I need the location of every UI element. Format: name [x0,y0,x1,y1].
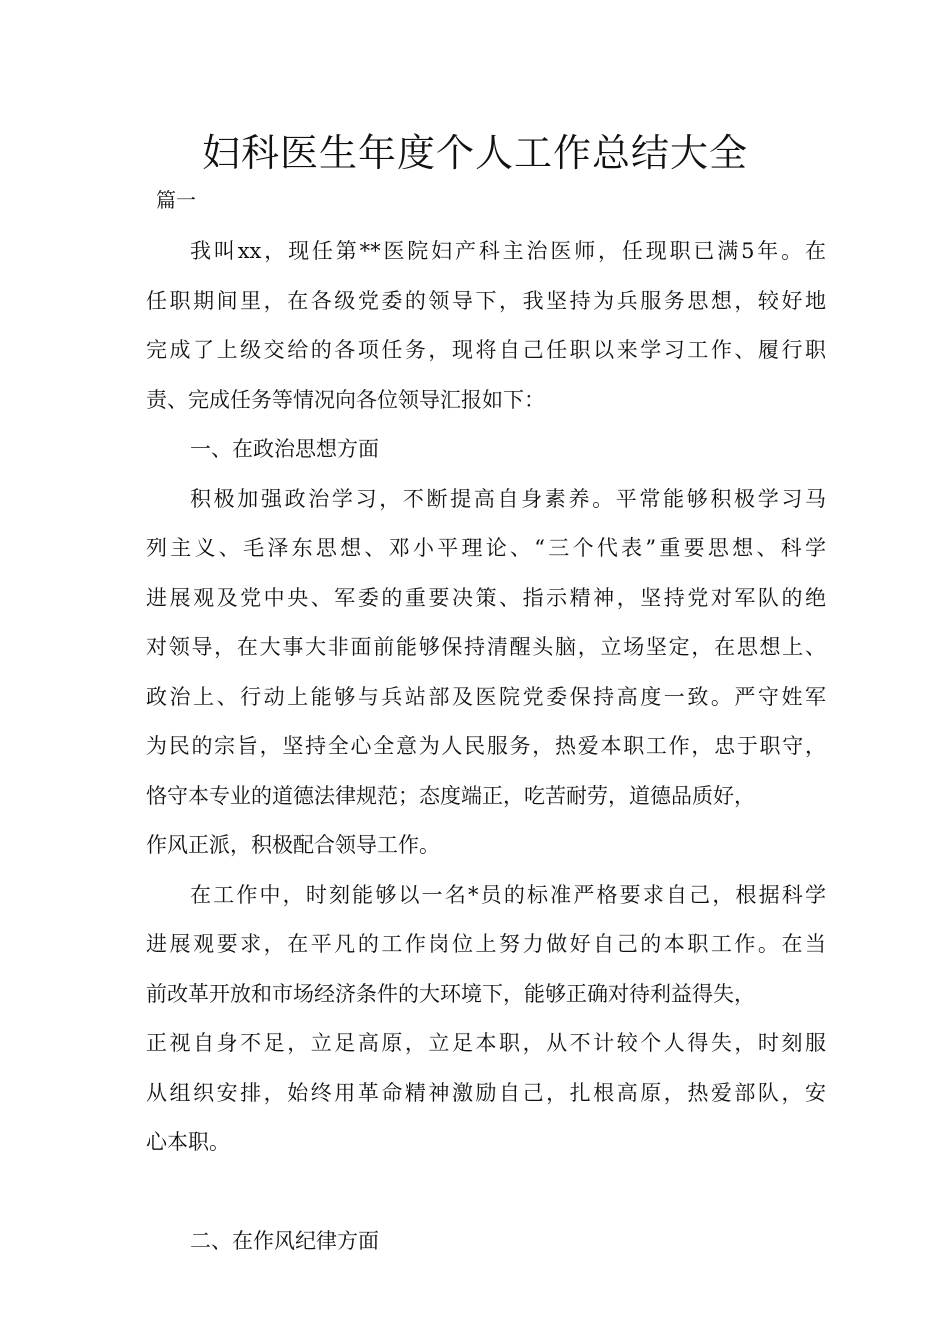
body-line: 进展观及党中央、军委的重要决策、指示精神，坚持党对军队的绝 [146,585,826,610]
body-line: 恪守本专业的道德法律规范；态度端正，吃苦耐劳，道德品质好， [146,783,755,808]
section-label: 篇一 [156,188,196,212]
body-line: 心本职。 [146,1130,230,1154]
section-heading: 一、在政治思想方面 [190,437,379,461]
body-line: 前改革开放和市场经济条件的大环境下，能够正确对待利益得失， [146,981,755,1006]
body-line: 政治上、行动上能够与兵站部及医院党委保持高度一致。严守姓军 [146,684,826,709]
document-title: 妇科医生年度个人工作总结大全 [201,131,748,175]
body-line: 进展观要求，在平凡的工作岗位上努力做好自己的本职工作。在当 [146,932,826,956]
body-line: 作风正派，积极配合领导工作。 [146,833,440,857]
section-heading: 二、在作风纪律方面 [190,1229,379,1253]
body-line: 从组织安排，始终用革命精神激励自己，扎根高原，热爱部队，安 [146,1080,826,1105]
body-line: 完成了上级交给的各项任务，现将自己任职以来学习工作、履行职 [146,338,826,362]
body-line: 正视自身不足，立足高原，立足本职，从不计较个人得失，时刻服 [146,1031,826,1055]
body-line: 对领导，在大事大非面前能够保持清醒头脑，立场坚定，在思想上、 [146,635,826,659]
body-line: 责、完成任务等情况向各位领导汇报如下： [146,387,545,412]
body-line: 任职期间里，在各级党委的领导下，我坚持为兵服务思想，较好地 [146,288,826,313]
body-line: 我叫xx，现任第**医院妇产科主治医师，任现职已满5年。在 [190,239,826,263]
body-line: 在工作中，时刻能够以一名*员的标准严格要求自己，根据科学 [190,882,826,907]
paragraph-gap [146,1178,826,1228]
body-line: 列主义、毛泽东思想、邓小平理论、“三个代表”重要思想、科学 [146,536,826,560]
body-line: 积极加强政治学习，不断提高自身素养。平常能够积极学习马 [190,486,826,511]
body-line: 为民的宗旨，坚持全心全意为人民服务，热爱本职工作，忠于职守， [146,734,826,758]
document-body [146,237,826,1277]
